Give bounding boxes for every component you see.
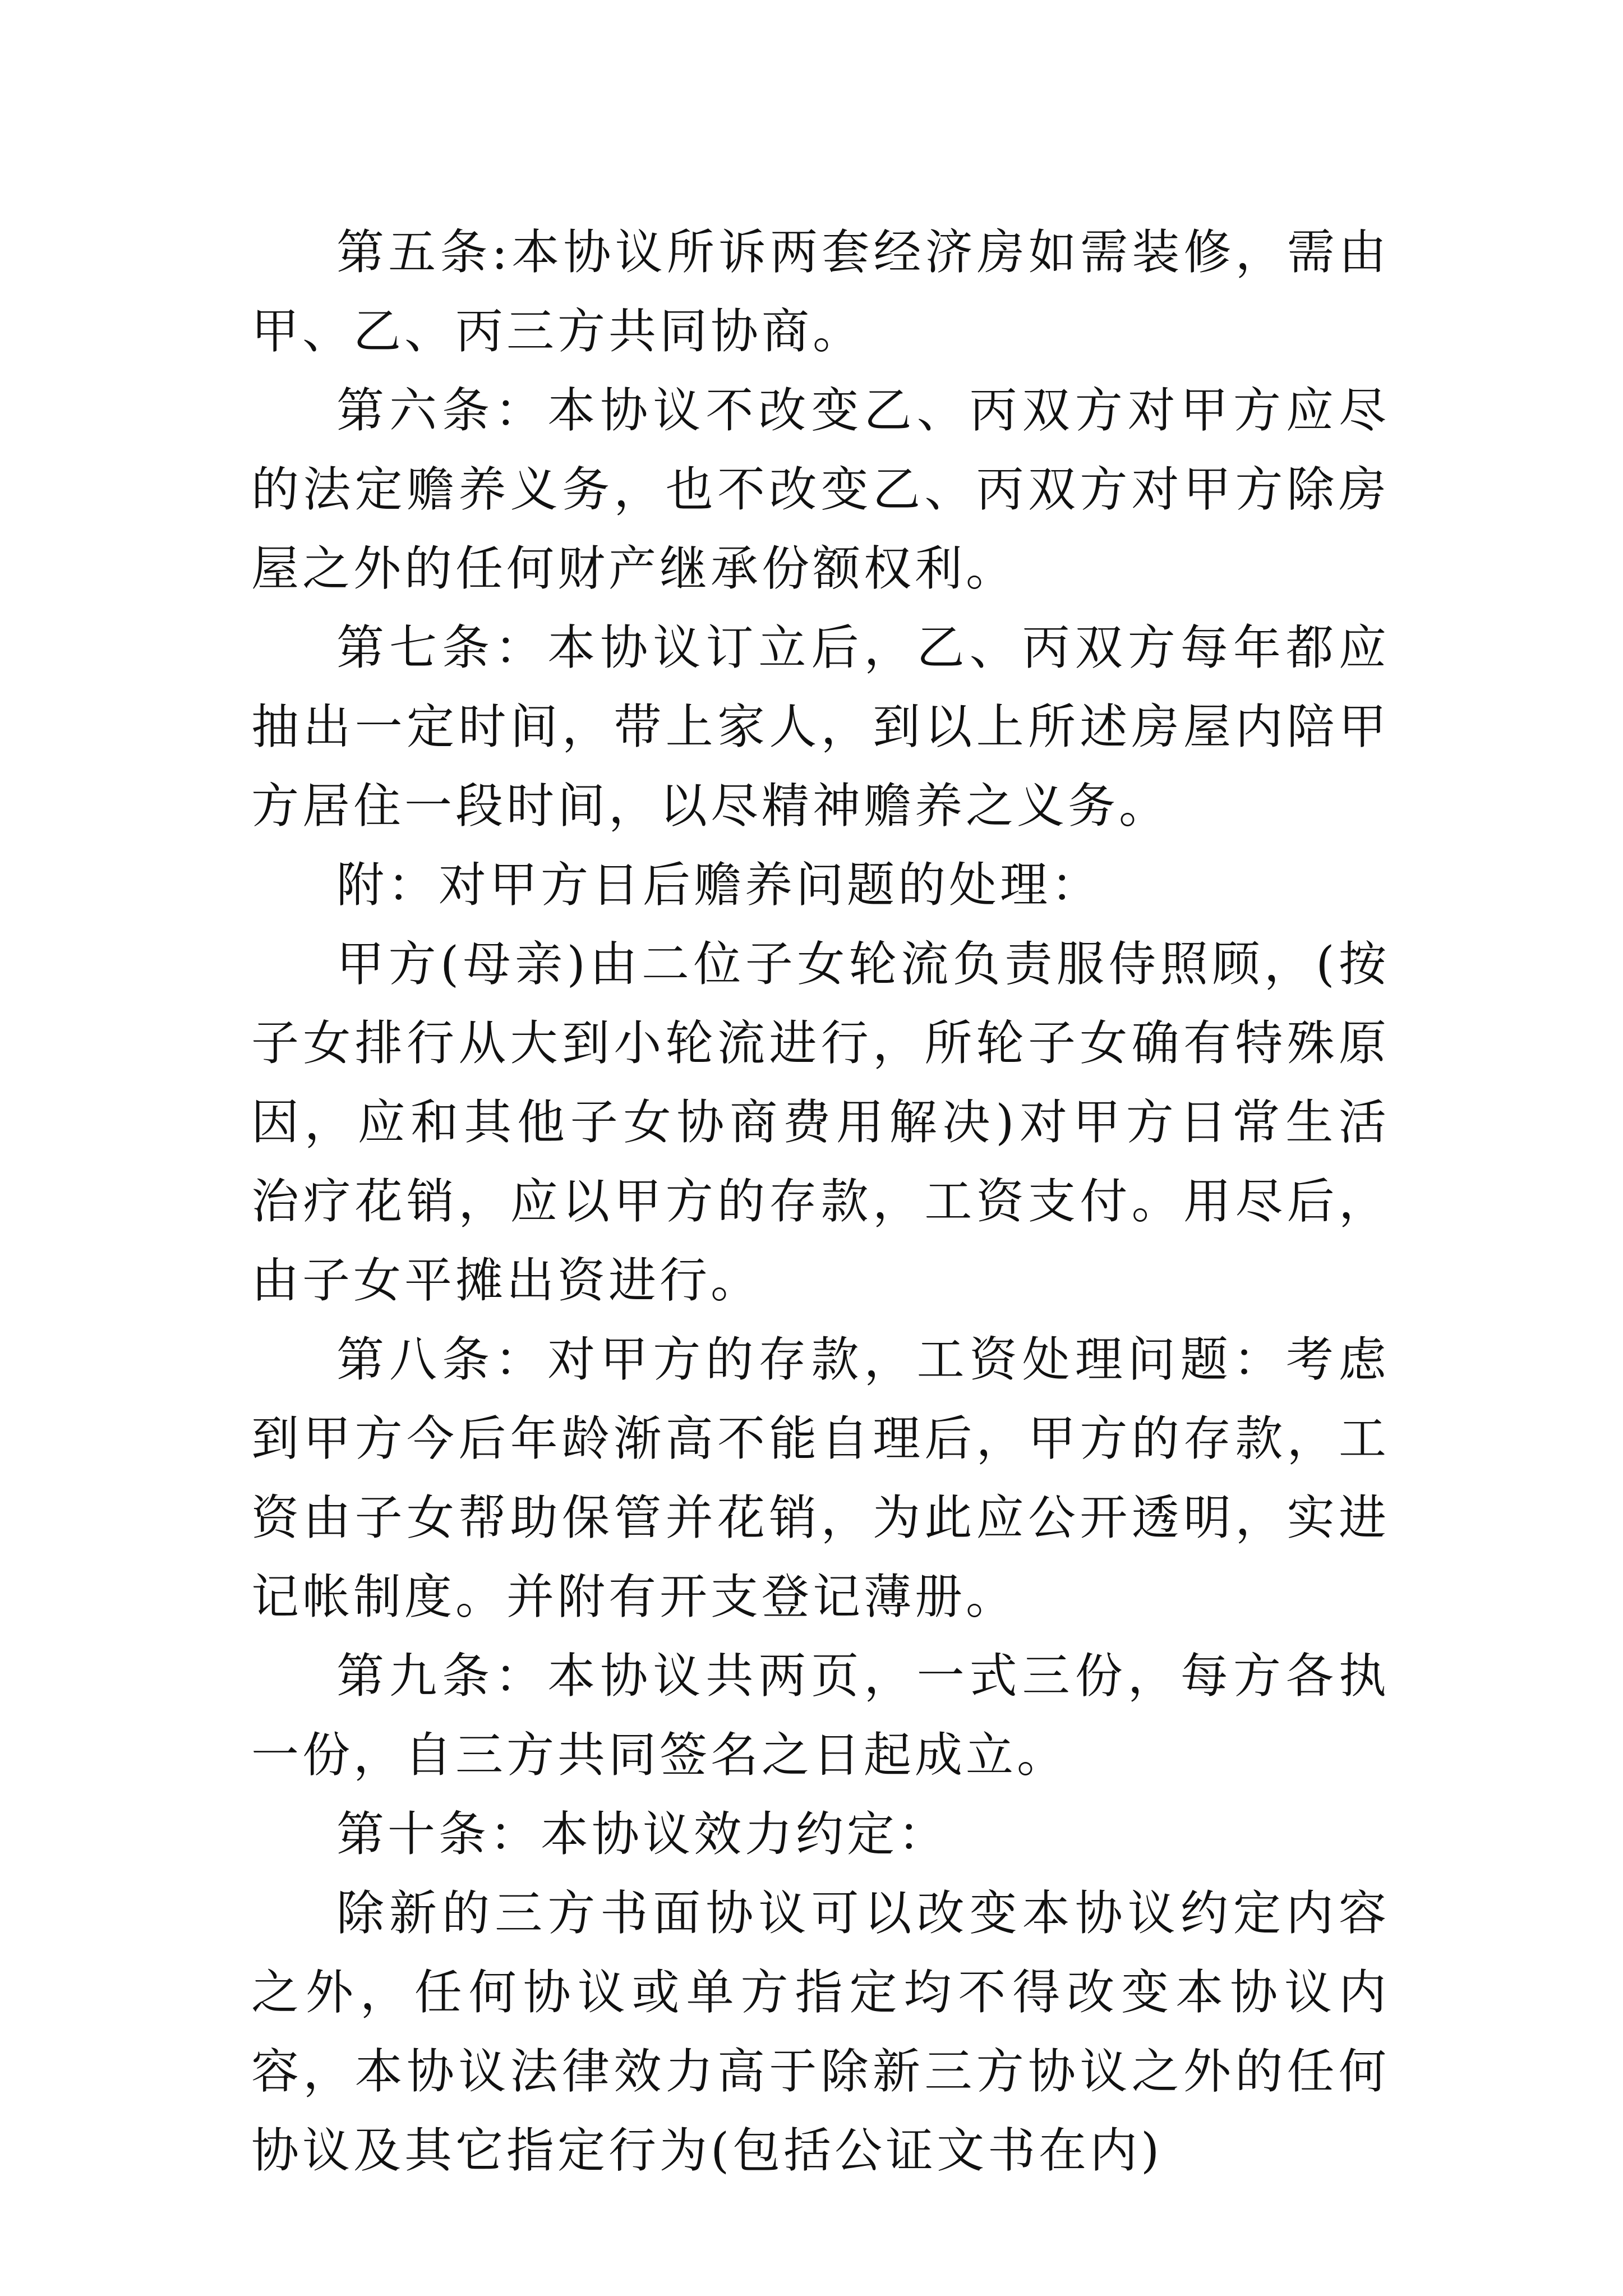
clause-10-heading: 第十条：本协议效力约定： bbox=[336, 1807, 949, 1862]
clause-9-paragraph: 第九条：本协议共两页，一式三份，每方各执一份，自三方共同签名之日起成立。 bbox=[251, 1649, 1390, 1783]
clause-7-paragraph: 第七条：本协议订立后，乙、丙双方每年都应抽出一定时间，带上家人，到以上所述房屋内陪甲方居住一段时间，以尽精神赡养之义务。 bbox=[251, 620, 1390, 834]
clause-8-paragraph: 第八条：对甲方的存款，工资处理问题：考虑到甲方今后年龄渐高不能自理后，甲方的存款，工资由子女帮助保管并花销，为此应公开透明，实进记帐制度。并附有开支登记薄册。 bbox=[251, 1332, 1390, 1625]
document-body bbox=[251, 213, 1390, 2191]
appendix-paragraph: 甲方(母亲)由二位子女轮流负责服侍照顾，(按子女排行从大到小轮流进行，所轮子女确有特殊原因，应和其他子女协商费用解决)对甲方日常生活治疗花销，应以甲方的存款，工资支付。用尽后，由子女平摊出资进行。 bbox=[251, 937, 1390, 1309]
clause-10-paragraph: 除新的三方书面协议可以改变本协议约定内容之外，任何协议或单方指定均不得改变本协议内容，本协议法律效力高于除新三方协议之外的任何协议及其它指定行为(包括公证文书在内) bbox=[251, 1886, 1390, 2179]
clause-6-paragraph: 第六条：本协议不改变乙、丙双方对甲方应尽的法定赡养义务，也不改变乙、丙双方对甲方除房屋之外的任何财产继承份额权利。 bbox=[251, 383, 1390, 597]
appendix-heading: 附：对甲方日后赡养问题的处理： bbox=[336, 858, 1103, 913]
clause-5-paragraph: 第五条:本协议所诉两套经济房如需装修，需由甲、乙、丙三方共同协商。 bbox=[251, 225, 1390, 360]
